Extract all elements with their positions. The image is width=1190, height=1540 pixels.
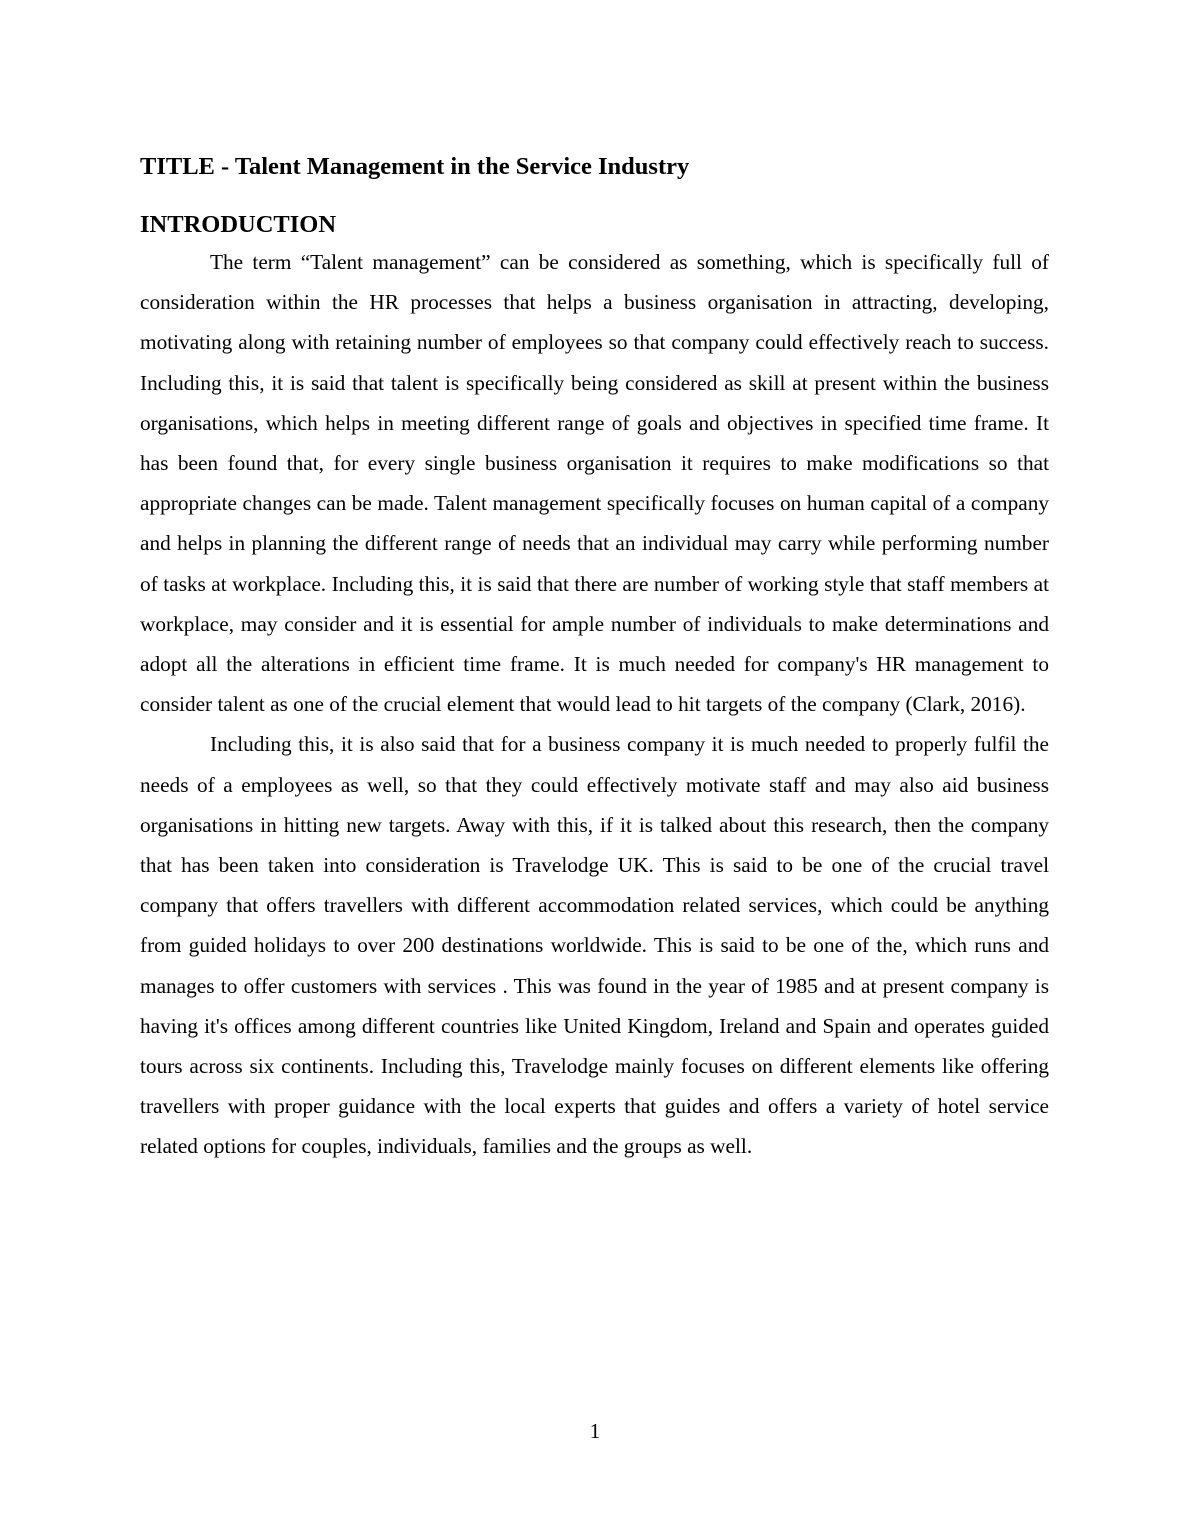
paragraph: Including this, it is also said that for a business company it is much needed to properly fulfil the needs of a employees as well, so that they could effectively motivate staff and may also aid business organisations in hitting new targets. Away with this, if it is talked about this research, then the company that has been taken into consideration is Travelodge UK. This is said to be one of the crucial travel company that offers travellers with different accommodation related services, which could be anything from guided holidays to over 200 destinations worldwide. This is said to be one of the, which runs and manages to offer customers with services . This was found in the year of 1985 and at present company is having it's offices among different countries like United Kingdom, Ireland and Spain and operates guided tours across six continents. Including this, Travelodge mainly focuses on different elements like offering travellers with proper guidance with the local experts that guides and offers a variety of hotel service related options for couples, individuals, families and the groups as well.	[140, 732, 1049, 1159]
paragraph: The term “Talent management” can be considered as something, which is specifically full of consideration within the HR processes that helps a business organisation in attracting, developing, motivating along with retaining number of employees so that company could effectively reach to success. Including this, it is said that talent is specifically being considered as skill at present within the business organisations, which helps in meeting different range of goals and objectives in specified time frame. It has been found that, for every single business organisation it requires to make modifications so that appropriate changes can be made. Talent management specifically focuses on human capital of a company and helps in planning the different range of needs that an individual may carry while performing number of tasks at workplace. Including this, it is said that there are number of working style that staff members at workplace, may consider and it is essential for ample number of individuals to make determinations and adopt all the alterations in efficient time frame. It is much needed for company's HR management to consider talent as one of the crucial element that would lead to hit targets of the company (Clark, 2016).	[140, 250, 1049, 717]
document-title: TITLE - Talent Management in the Service Industry	[140, 153, 690, 180]
page-content	[140, 150, 1049, 1167]
section-heading-introduction: INTRODUCTION	[140, 211, 337, 238]
page-number: 1	[589, 1419, 601, 1443]
